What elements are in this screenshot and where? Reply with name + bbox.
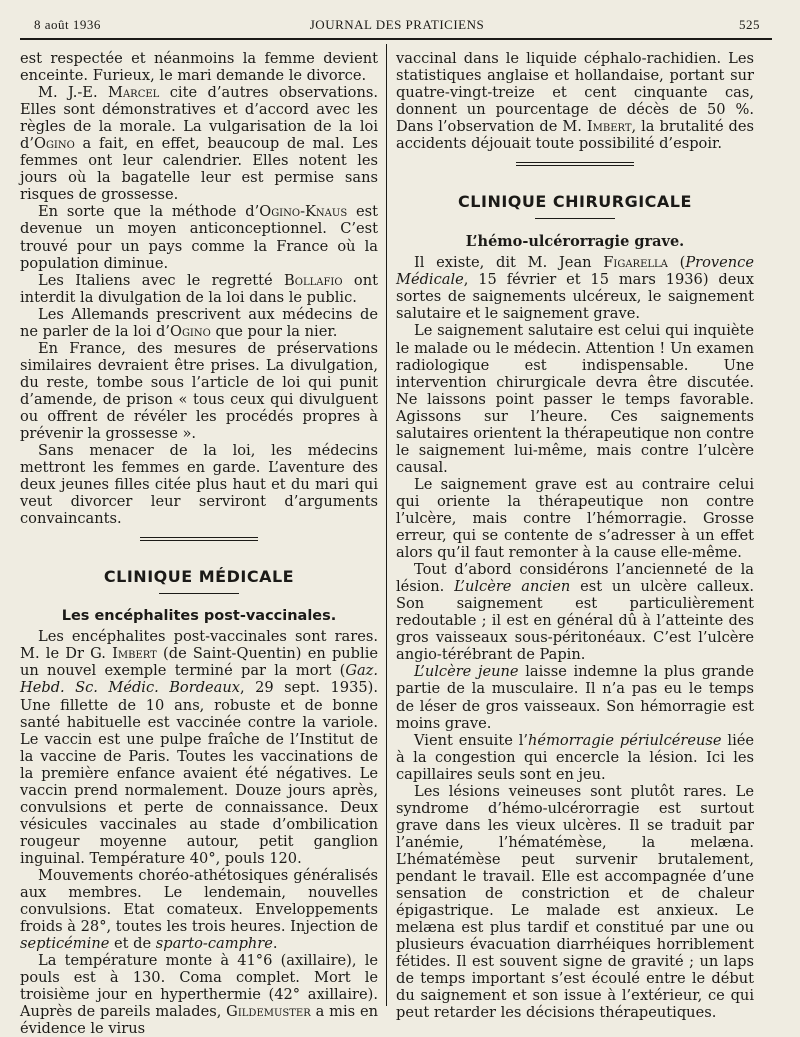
paragraph: Il existe, dit M. Jean Figarella (Provence Médicale, 15 février et 15 mars 1936) deux sortes de saignements ulcéreux, le saignement salutaire et le saignement grave. [396,254,754,323]
paragraph: L’ulcère jeune laisse indemne la plus grande partie de la musculaire. Il n’a pas eu le temps de léser de gros vaisseaux. Son hémorragie est moins grave. [396,663,754,732]
section-rule [159,593,239,594]
paragraph: En sorte que la méthode d’Ogino-Knaus est devenue un moyen anticonceptionnel. C’est trouvé pour un pays comme la France où la population diminue. [20,203,378,272]
section-rule [535,218,615,219]
header-rule [20,38,772,40]
header-journal-title: JOURNAL DES PRATICIENS [309,17,485,32]
article-title: L’hémo-ulcérorragie grave. [465,233,685,251]
column-divider [386,44,387,1006]
left-column [20,50,378,1037]
section-heading: CLINIQUE MÉDICALE [103,567,295,587]
paragraph: Les encéphalites post-vaccinales sont rares. M. le Dr G. Imbert (de Saint-Quentin) en publie un nouvel exemple terminé par la mort (Gaz. Hebd. Sc. Médic. Bordeaux, 29 sept. 1935). Une fillette de 10 ans, robuste et de bonne santé habituelle est vaccinée contre la variole. Le vaccin est une pulpe fraîche de l’Institut de la vaccine de Paris. Toutes les vaccinations de la première enfance avaient été négatives. Le vaccin prend normalement. Douze jours après, convulsions et perte de connaissance. Deux vésicules vaccinales au stade d’ombilication rougeur moyenne autour, petit ganglion inguinal. Température 40°, pouls 120. [20,628,378,867]
paragraph: Les Allemands prescrivent aux médecins de ne parler de la loi d’Ogino que pour la nier. [20,305,378,340]
paragraph: Mouvements choréo-athétosiques généralisés aux membres. Le lendemain, nouvelles convulsions. Etat comateux. Enveloppements froids à 28°, toutes les trois heures. Injection de septicémine et de sparto-camphre. [20,866,378,953]
paragraph: La température monte à 41°6 (axillaire), le pouls est à 130. Coma complet. Mort le troisième jour en hyperthermie (42° axillaire). Auprès de pareils malades, Gildemuster a mis en évidence le virus [20,952,378,1037]
section-separator [516,162,634,166]
paragraph: Les Italiens avec le regretté Bollafio ont interdit la divulgation de la loi dans le public. [20,271,378,306]
paragraph: Tout d’abord considérons l’ancienneté de la lésion. L’ulcère ancien est un ulcère calleux. Son saignement est particulièrement redoutable ; il est en général dû à l’atteinte des gros vaisseaux sous-péritonéaux. C’est l’ulcère angio-térébrant de Papin. [396,561,754,664]
article-title: Les encéphalites post-vaccinales. [61,608,337,625]
paragraph: Le saignement grave est au contraire celui qui oriente la thérapeutique non contre l’ulcère, mais contre l’hémorragie. Grosse erreur, qui se contente de s’adresser à un effet alors qu’il faut remonter à la cause elle-même. [396,475,754,562]
running-header [34,17,760,37]
paragraph: M. J.-E. Marcel cite d’autres observations. Elles sont démonstratives et d’accord avec les règles de la morale. La vulgarisation de la loi d’Ogino a fait, en effet, beaucoup de mal. Les femmes ont leur calendrier. Elles notent les jours où la bagatelle leur est permise sans risques de grossesse. [20,84,378,204]
paragraph: Sans menacer de la loi, les médecins mettront les femmes en garde. L’aventure des deux jeunes filles citée plus haut et du mari qui veut divorcer leur serviront d’arguments convaincants. [20,442,378,528]
header-date: 8 août 1936 [34,17,101,32]
paragraph: est respectée et néanmoins la femme devient enceinte. Furieux, le mari demande le divorce. [20,50,378,85]
paragraph: En France, des mesures de préservations similaires devraient être prises. La divulgation, du reste, tombe sous l’article de loi qui punit d’amende, de prison « tous ceux qui divulguent ou offrent de révéler les procédés propres à prévenir la grossesse ». [20,339,378,443]
right-column [396,50,754,1021]
paragraph: vaccinal dans le liquide céphalo-rachidien. Les statistiques anglaise et hollandaise, portant sur quatre-vingt-treize et cent cinquante cas, donnent un pourcentage de décès de 50 %. Dans l’observation de M. Imbert, la brutalité des accidents déjouait toute possibilité d’espoir. [396,50,754,153]
paragraph: Les lésions veineuses sont plutôt rares. Le syndrome d’hémo-ulcérorragie est surtout grave dans les vieux ulcères. Il se traduit par l’anémie, l’hématémèse, la melæna. L’hématémèse peut survenir brutalement, pendant le travail. Elle est accompagnée d’une sensation de constriction et de chaleur épigastrique. Le malade est anxieux. Le melæna est plus tardif et constitué par une ou plusieurs évacuation diarrhéiques horriblement fétides. Il est souvent signe de gravité ; un laps de temps important s’est écoulé entre le début du saignement et son issue à l’extérieur, ce qui peut retarder les décisions thérapeutiques. [396,782,754,1022]
paragraph: Vient ensuite l’hémorragie périulcéreuse liée à la congestion qui encercle la lésion. Ici les capillaires seuls sont en jeu. [396,731,755,783]
paragraph: Le saignement salutaire est celui qui inquiète le malade ou le médecin. Attention ! Un examen radiologique est indispensable. Une intervention chirurgicale devra être discutée. Ne laissons point passer le temps favorable. Agissons sur l’heure. Ces saignements salutaires orientent la thérapeutique non contre le saignement lui-même, mais contre l’ulcère causal. [396,322,754,476]
section-separator [140,537,258,541]
header-page-number: 525 [739,17,760,32]
section-heading: CLINIQUE CHIRURGICALE [458,192,692,212]
